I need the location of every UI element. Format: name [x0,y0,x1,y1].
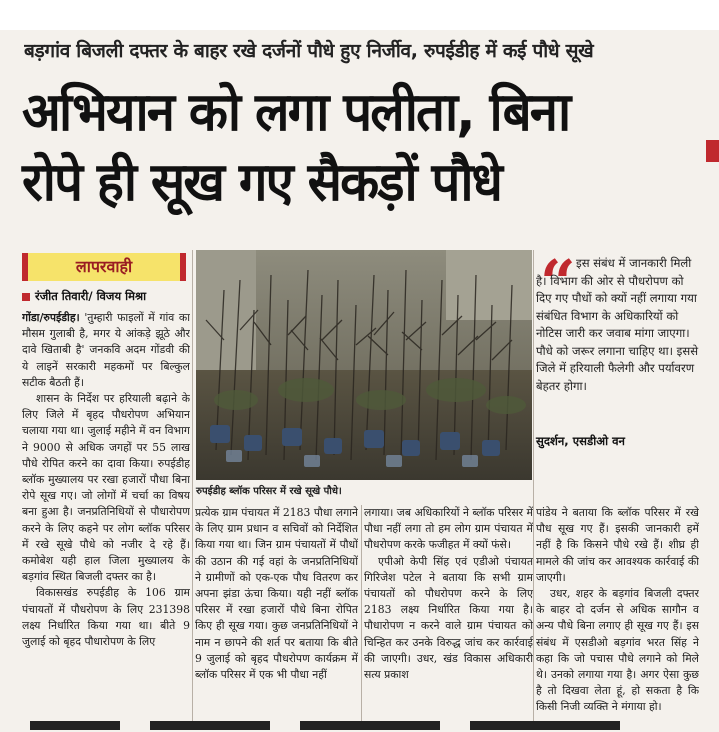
quote-text-wrapper [536,246,699,395]
dateline: गोंडा/रुपईडीह। [22,311,80,324]
byline-text: रंजीत तिवारी/ विजय मिश्रा [35,289,147,303]
subheadline: बड़गांव बिजली दफ्तर के बाहर रखे दर्जनों पौधे हुए निर्जीव, रुपईडीह में कई पौधे सूखे [24,40,594,62]
paragraph: पांडेय ने बताया कि ब्लॉक परिसर में रखे पौध सूख गए हैं। इसकी जानकारी हमें नहीं है कि किसने पौधे रखे हैं। शीघ्र ही मामले की जांच कर आवश्यक कार्रवाई की जाएगी। [536,506,699,584]
quote-text: इस संबंध में जानकारी मिली है। विभाग की ओर से पौधरोपण को दिए गए पौधों को क्यों नहीं लगाया गया संबंधित विभाग के अधिकारियों को नोटिस जारी कर जवाब मांगा जाएगा। पौधे को जरूर लगाना चाहिए था। इससे जिले में हरियाली फैलेगी और पर्यावरण बेहतर होगा। [536,256,699,393]
byline [22,288,192,304]
column-divider [361,505,362,730]
bullet-square-icon [22,293,30,301]
article-column-3 [364,505,533,730]
headline-line-2: रोपे ही सूख गए सैकड़ों पौधे [22,152,502,213]
adjacent-article-cropped [700,0,719,732]
paragraph: उधर, शहर के बड़गांव बिजली दफ्तर के बाहर दो दर्जन से अधिक सागौन व अन्य पौधे बिना लगाए ही सूख गए हैं। इस संबंध में एसडीओ बड़गांव भरत सिंह ने कहा कि जो पचास पौधे लगाने को मिले थे। उनको लगाया गया है। अगर ऐसा कुछ है तो दिखवा लेता हूं, हो सकता है कि किसी निजी व्यक्ति ने मंगाया हो। [536,587,699,714]
article-column-4 [536,505,699,730]
category-tag: लापरवाही [22,253,186,281]
quote-mark-icon: “ [540,246,576,319]
paragraph: शासन के निर्देश पर हरियाली बढ़ाने के लिए जिले में बृहद पौधरोपण अभियान चलाया गया था। जुलाई महीने में वन विभाग ने 9000 से अधिक जगहों पर 55 लाख पौधे रोपित करने का दावा किया। रुपईडीह ब्लॉक मुख्यालय पर रखा हजारों पौधा बिना रोपे सूख गए। जो लोगों में चर्चा का विषय बना हुआ है। जनप्रतिनिधियों से पौधारोपण करने के लिए कहने पर लोग ब्लॉक परिसर में रखे सूखे पौधे को नजीर दे रहे हैं। कमोबेश यही हाल जिला मुख्यालय के बड़गांव स्थित बिजली दफ्तर का है। [22,392,190,584]
column-divider [533,250,534,730]
paragraph: एपीओ केपी सिंह एवं एडीओ पंचायत गिरिजेश पटेल ने बताया कि सभी ग्राम पंचायतों को पौधरोपण करने के लिए 2183 लक्ष्य निर्धारित किया गया है। पौधारोपण न करने वाले ग्राम पंचायत को चिन्हित कर उनके विरुद्ध जांच कर कार्रवाई की जाएगी। उधर, खंड विकास अधिकारी सत्य प्रकाश [364,554,533,682]
paragraph: लगाया। जब अधिकारियों ने ब्लॉक परिसर में पौधा नहीं लगा तो हम लोग ग्राम पंचायत में पौधरोपण करके फजीहत में क्यों फंसे। [364,506,533,552]
cropped-next-headline [0,719,690,732]
article-photo [196,250,532,480]
quote-signature: सुदर्शन, एसडीओ वन [536,434,625,448]
article-column-2 [195,505,358,730]
quote-box [536,246,699,501]
paragraph: प्रत्येक ग्राम पंचायत में 2183 पौधा लगाने के लिए ग्राम प्रधान व सचिवों को निर्देशित किया गया था। जिन ग्राम पंचायतों में पौधों की उठान की गई वहां के जनप्रतिनिधियों ने ग्रामीणों को एक-एक पौध वितरण कर अपना झंडा ऊंचा किया। यही नहीं ब्लॉक परिसर में रखा हजारों पौधे बिना रोपित किए ही सूख गया। कुछ जनप्रतिनिधियों ने नाम न छापने की शर्त पर बताया कि बीते 9 जुलाई को बृहद पौधरोपण कार्यक्रम में ब्लॉक परिसर में एक भी पौधा नहीं [195,506,358,682]
dried-plants-photo [196,250,532,480]
column-divider [192,250,193,730]
article-column-1 [22,310,190,730]
paragraph: विकासखंड रुपईडीह के 106 ग्राम पंचायतों में पौधरोपण के लिए 231398 लक्ष्य निर्धारित किया गया था। बीते 9 जुलाई को बृहद पौधारोपण के लिए [22,586,190,649]
headline [22,78,670,218]
headline-line-1: अभियान को लगा पलीता, बिना [22,82,570,143]
paragraph [22,310,190,391]
photo-caption: रुपईडीह ब्लॉक परिसर में रखे सूखे पौधे। [196,486,342,497]
cropped-red-tag [706,140,719,162]
top-margin [0,0,719,30]
paragraph-text: 'तुम्हारी फाइलों में गांव का मौसम गुलाबी है, मगर ये आंकड़े झूठे और दावे खिताबी है' जनकवि अदम गोंडवी की ये लाइनें सरकारी महकमों पर बिल्कुल सटीक बैठती हैं। [22,311,190,389]
